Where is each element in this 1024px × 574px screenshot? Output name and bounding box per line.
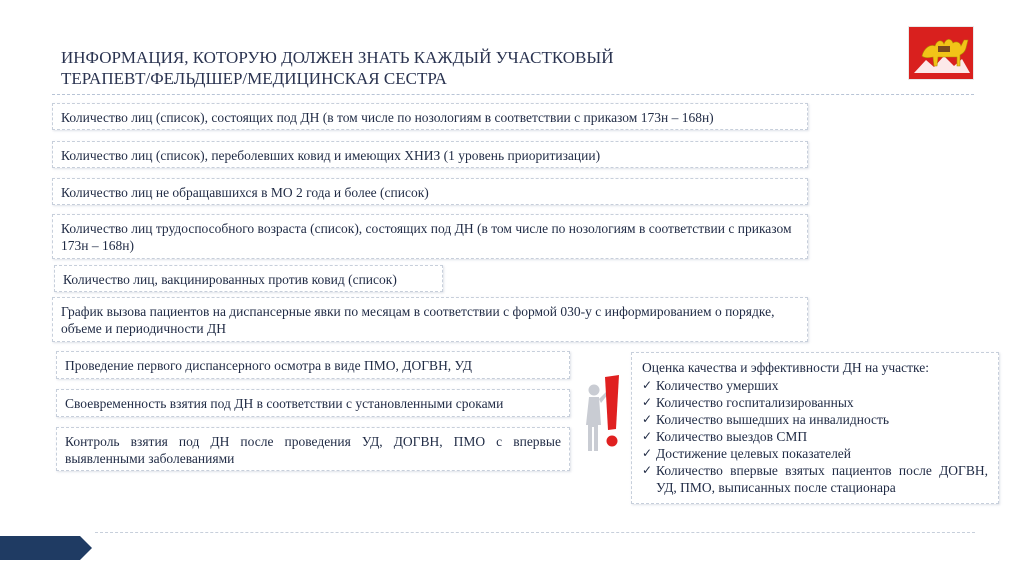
info-item-1 [52, 103, 808, 130]
quality-item-text: Количество впервые взятых пациентов после ДОГВН, УД, ПМО, выписанных после стационара [656, 463, 988, 495]
info-item-2-text: Количество лиц (список), переболевших ковид и имеющих ХНИЗ (1 уровень приоритизации) [61, 148, 601, 163]
left-item-3-text: Контроль взятия под ДН после проведения УД, ДОГВН, ПМО с впервые выявленными заболеваниями [65, 434, 561, 466]
info-item-6-text: График вызова пациентов на диспансерные явки по месяцам в соответствии с формой 030-у с информированием о порядке, объеме и периодичности ДН [61, 304, 775, 336]
quality-item [642, 445, 988, 462]
quality-item-text: Количество умерших [656, 378, 779, 393]
page-title-line-2: ТЕРАПЕВТ/ФЕЛЬДШЕР/МЕДИЦИНСКАЯ СЕСТРА [61, 69, 447, 88]
check-icon: ✓ [642, 446, 653, 460]
info-item-4 [52, 214, 808, 259]
coat-of-arms-icon [908, 26, 974, 80]
info-item-3-text: Количество лиц не обращавшихся в МО 2 года и более (список) [61, 185, 429, 200]
quality-item [642, 411, 988, 428]
quality-item [642, 462, 988, 496]
check-icon: ✓ [642, 378, 653, 392]
footer-divider [95, 532, 975, 533]
quality-item-text: Количество вышедших на инвалидность [656, 412, 890, 427]
quality-item [642, 394, 988, 411]
info-item-5 [54, 265, 443, 292]
quality-item-text: Количество выездов СМП [656, 429, 808, 444]
left-item-2 [56, 389, 570, 417]
left-item-1-text: Проведение первого диспансерного осмотра в виде ПМО, ДОГВН, УД [65, 358, 472, 373]
page-title-line-1: ИНФОРМАЦИЯ, КОТОРУЮ ДОЛЖЕН ЗНАТЬ КАЖДЫЙ УЧАСТКОВЫЙ [61, 48, 614, 67]
check-icon: ✓ [642, 412, 653, 426]
exclamation-person-icon [583, 367, 625, 459]
info-item-4-text: Количество лиц трудоспособного возраста (список), состоящих под ДН (в том числе по нозологиям в соответствии с приказом 173н – 168н) [61, 221, 792, 253]
left-item-3 [56, 427, 570, 471]
page-title [61, 47, 781, 89]
quality-item [642, 377, 988, 394]
footer-arrow-bar [0, 536, 92, 560]
info-item-2 [52, 141, 808, 168]
quality-item [642, 428, 988, 445]
quality-assessment-box [631, 352, 999, 504]
quality-list [642, 377, 988, 496]
info-item-1-text: Количество лиц (список), состоящих под ДН (в том числе по нозологиям в соответствии с приказом 173н – 168н) [61, 110, 714, 125]
check-icon: ✓ [642, 463, 653, 477]
quality-item-text: Достижение целевых показателей [656, 446, 852, 461]
left-item-1 [56, 351, 570, 379]
left-item-2-text: Своевременность взятия под ДН в соответствии с установленными сроками [65, 396, 504, 411]
quality-heading: Оценка качества и эффективности ДН на участке: [642, 360, 930, 375]
info-item-6 [52, 297, 808, 342]
info-item-5-text: Количество лиц, вакцинированных против ковид (список) [63, 272, 397, 287]
quality-item-text: Количество госпитализированных [656, 395, 854, 410]
info-item-3 [52, 178, 808, 205]
check-icon: ✓ [642, 395, 653, 409]
check-icon: ✓ [642, 429, 653, 443]
title-divider [52, 94, 974, 95]
